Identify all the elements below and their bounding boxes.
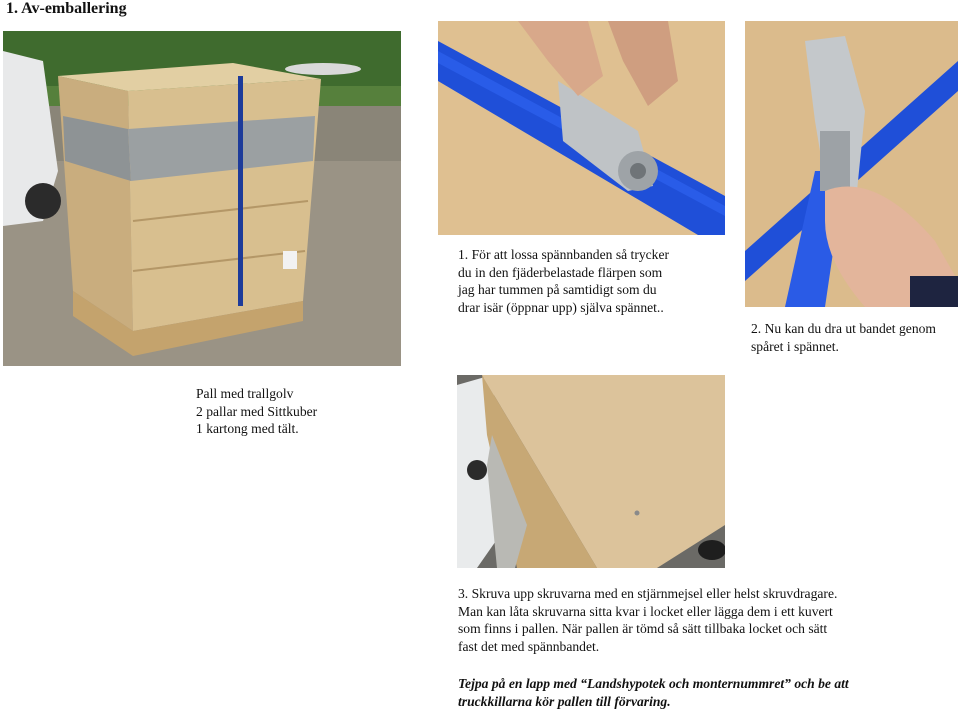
caption-line: spåret i spännet. xyxy=(751,338,960,356)
photo-strap-pull xyxy=(745,21,958,307)
caption-line: 2 pallar med Sittkuber xyxy=(196,403,436,421)
photo-pallet-crate xyxy=(3,31,401,366)
caption-line: 2. Nu kan du dra ut bandet genom xyxy=(751,320,960,338)
caption-line: du in den fjäderbelastade flärpen som xyxy=(458,264,748,282)
caption-line: fast det med spännbandet. xyxy=(458,638,918,656)
caption-line: 1 kartong med tält. xyxy=(196,420,436,438)
storage-note xyxy=(458,675,938,710)
caption-step-1 xyxy=(458,246,748,316)
strap-pull-illustration xyxy=(745,21,958,307)
pallet-crate-illustration xyxy=(3,31,401,366)
caption-line: Pall med trallgolv xyxy=(196,385,436,403)
caption-line: jag har tummen på samtidigt som du xyxy=(458,281,748,299)
caption-line: Man kan låta skruvarna sitta kvar i locket eller lägga dem i ett kuvert xyxy=(458,603,918,621)
caption-line: 3. Skruva upp skruvarna med en stjärnmejsel eller helst skruvdragare. xyxy=(458,585,918,603)
photo-crate-lid xyxy=(457,375,725,568)
ratchet-release-illustration xyxy=(438,21,725,235)
caption-line: som finns i pallen. När pallen är tömd så sätt tillbaka locket och sätt xyxy=(458,620,918,638)
crate-lid-illustration xyxy=(457,375,725,568)
photo-ratchet-release xyxy=(438,21,725,235)
note-line: truckkillarna kör pallen till förvaring. xyxy=(458,693,938,710)
page-title: 1. Av-emballering xyxy=(6,0,127,18)
caption-step-3 xyxy=(458,585,918,655)
caption-step-2 xyxy=(751,320,960,355)
caption-line: drar isär (öppnar upp) själva spännet.. xyxy=(458,299,748,317)
caption-line: 1. För att lossa spännbanden så trycker xyxy=(458,246,748,264)
note-line: Tejpa på en lapp med “Landshypotek och monternummret” och be att xyxy=(458,675,938,693)
caption-pallet-contents xyxy=(196,385,436,438)
